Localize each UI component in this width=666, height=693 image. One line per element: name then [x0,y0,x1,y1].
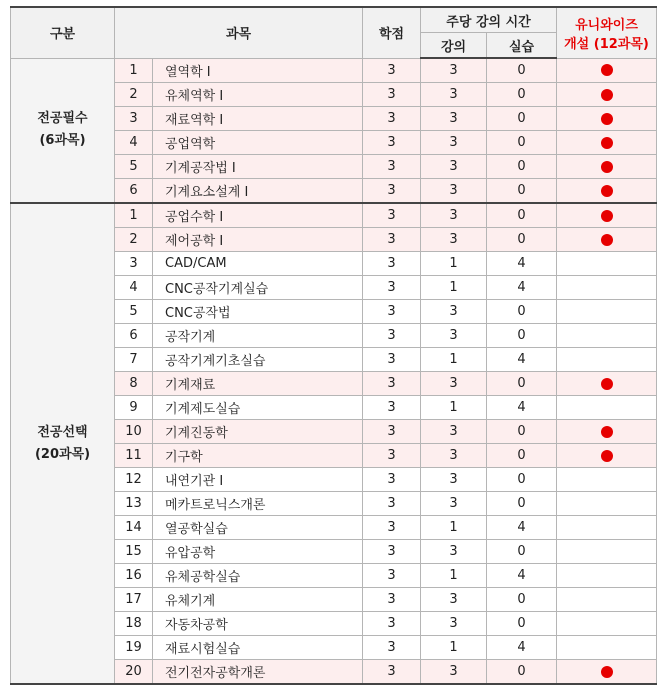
credits-value: 3 [363,636,421,660]
red-dot-icon [601,113,613,125]
lab-hours: 0 [487,612,557,636]
uniwise-cell [557,300,657,324]
subject-name: 제어공학 I [153,228,363,252]
lab-hours: 0 [487,468,557,492]
credits-value: 3 [363,179,421,204]
red-dot-icon [601,64,613,76]
lecture-hours: 1 [421,276,487,300]
lab-hours: 4 [487,516,557,540]
uniwise-cell [557,372,657,396]
lab-hours: 4 [487,252,557,276]
header-lab: 실습 [487,33,557,59]
lecture-hours: 3 [421,179,487,204]
subject-name: CAD/CAM [153,252,363,276]
row-number: 11 [115,444,153,468]
subject-name: 기계요소설계 I [153,179,363,204]
row-number: 17 [115,588,153,612]
header-uniwise-line2: 개설 (12과목) [564,36,649,52]
lab-hours: 0 [487,324,557,348]
lab-hours: 4 [487,636,557,660]
lecture-hours: 3 [421,300,487,324]
section-name: 전공선택 [37,424,88,440]
lecture-hours: 1 [421,348,487,372]
curriculum-table [10,6,657,685]
row-number: 3 [115,107,153,131]
uniwise-cell [557,348,657,372]
uniwise-cell [557,636,657,660]
lecture-hours: 3 [421,660,487,685]
curriculum-table-wrapper [10,6,657,685]
credits-value: 3 [363,516,421,540]
lecture-hours: 1 [421,564,487,588]
row-number: 1 [115,58,153,83]
uniwise-cell [557,468,657,492]
red-dot-icon [601,426,613,438]
credits-value: 3 [363,155,421,179]
row-number: 15 [115,540,153,564]
red-dot-icon [601,89,613,101]
lab-hours: 4 [487,564,557,588]
credits-value: 3 [363,324,421,348]
uniwise-cell [557,179,657,204]
header-uniwise [557,7,657,58]
red-dot-icon [601,450,613,462]
credits-value: 3 [363,203,421,228]
row-number: 6 [115,324,153,348]
uniwise-cell [557,564,657,588]
uniwise-cell [557,324,657,348]
lecture-hours: 3 [421,324,487,348]
subject-name: 재료역학 I [153,107,363,131]
subject-name: 기계진동학 [153,420,363,444]
credits-value: 3 [363,58,421,83]
lab-hours: 0 [487,444,557,468]
lecture-hours: 3 [421,468,487,492]
row-number: 6 [115,179,153,204]
subject-name: 전기전자공학개론 [153,660,363,685]
credits-value: 3 [363,492,421,516]
lab-hours: 0 [487,660,557,685]
lab-hours: 4 [487,276,557,300]
uniwise-cell [557,83,657,107]
lab-hours: 0 [487,155,557,179]
credits-value: 3 [363,660,421,685]
lecture-hours: 3 [421,58,487,83]
red-dot-icon [601,210,613,222]
uniwise-cell [557,660,657,685]
lab-hours: 0 [487,540,557,564]
credits-value: 3 [363,396,421,420]
lecture-hours: 3 [421,83,487,107]
uniwise-cell [557,131,657,155]
credits-value: 3 [363,348,421,372]
section-name: 전공필수 [37,111,88,127]
header-category: 구분 [11,7,115,58]
red-dot-icon [601,666,613,678]
lab-hours: 0 [487,203,557,228]
header-credits: 학점 [363,7,421,58]
credits-value: 3 [363,107,421,131]
credits-value: 3 [363,588,421,612]
subject-name: 유체공학실습 [153,564,363,588]
credits-value: 3 [363,131,421,155]
uniwise-cell [557,252,657,276]
lab-hours: 0 [487,588,557,612]
uniwise-cell [557,276,657,300]
uniwise-cell [557,588,657,612]
red-dot-icon [601,137,613,149]
header-lecture: 강의 [421,33,487,59]
red-dot-icon [601,185,613,197]
subject-name: 자동차공학 [153,612,363,636]
row-number: 4 [115,131,153,155]
subject-name: 공작기계기초실습 [153,348,363,372]
lecture-hours: 3 [421,228,487,252]
lecture-hours: 3 [421,372,487,396]
section-major-elective [11,203,657,684]
row-number: 16 [115,564,153,588]
credits-value: 3 [363,468,421,492]
red-dot-icon [601,378,613,390]
lecture-hours: 1 [421,516,487,540]
credits-value: 3 [363,228,421,252]
table-row [11,203,657,228]
lab-hours: 0 [487,300,557,324]
subject-name: 열역학 I [153,58,363,83]
uniwise-cell [557,107,657,131]
uniwise-cell [557,492,657,516]
row-number: 18 [115,612,153,636]
section-count: (6과목) [39,133,86,149]
lecture-hours: 3 [421,131,487,155]
uniwise-cell [557,516,657,540]
table-row [11,58,657,83]
header-uniwise-line1: 유니와이즈 [575,17,638,33]
row-number: 20 [115,660,153,685]
subject-name: 유체역학 I [153,83,363,107]
subject-name: 재료시험실습 [153,636,363,660]
section-major-required [11,58,657,203]
lecture-hours: 1 [421,636,487,660]
lecture-hours: 3 [421,492,487,516]
lecture-hours: 3 [421,155,487,179]
lecture-hours: 3 [421,444,487,468]
credits-value: 3 [363,444,421,468]
credits-value: 3 [363,83,421,107]
lab-hours: 0 [487,179,557,204]
header-weekly-hours: 주당 강의 시간 [421,7,557,33]
subject-name: 기구학 [153,444,363,468]
row-number: 12 [115,468,153,492]
credits-value: 3 [363,540,421,564]
row-number: 5 [115,155,153,179]
subject-name: 공업수학 I [153,203,363,228]
credits-value: 3 [363,372,421,396]
lab-hours: 0 [487,131,557,155]
uniwise-cell [557,444,657,468]
subject-name: 열공학실습 [153,516,363,540]
lab-hours: 0 [487,492,557,516]
lecture-hours: 1 [421,396,487,420]
section-category-cell [11,203,115,684]
subject-name: 기계공작법 I [153,155,363,179]
lab-hours: 0 [487,83,557,107]
subject-name: 유체기계 [153,588,363,612]
lab-hours: 0 [487,58,557,83]
table-header [11,7,657,58]
uniwise-cell [557,540,657,564]
lab-hours: 4 [487,396,557,420]
lab-hours: 0 [487,420,557,444]
uniwise-cell [557,228,657,252]
row-number: 5 [115,300,153,324]
row-number: 19 [115,636,153,660]
row-number: 4 [115,276,153,300]
subject-name: CNC공작법 [153,300,363,324]
credits-value: 3 [363,252,421,276]
row-number: 8 [115,372,153,396]
red-dot-icon [601,161,613,173]
credits-value: 3 [363,276,421,300]
row-number: 7 [115,348,153,372]
uniwise-cell [557,58,657,83]
subject-name: 기계제도실습 [153,396,363,420]
credits-value: 3 [363,300,421,324]
subject-name: 메카트로닉스개론 [153,492,363,516]
row-number: 2 [115,83,153,107]
subject-name: 공작기계 [153,324,363,348]
uniwise-cell [557,396,657,420]
lab-hours: 0 [487,228,557,252]
lecture-hours: 3 [421,540,487,564]
credits-value: 3 [363,564,421,588]
lecture-hours: 3 [421,203,487,228]
subject-name: 기계재료 [153,372,363,396]
lab-hours: 4 [487,348,557,372]
red-dot-icon [601,234,613,246]
row-number: 10 [115,420,153,444]
row-number: 2 [115,228,153,252]
lab-hours: 0 [487,107,557,131]
lecture-hours: 3 [421,420,487,444]
lecture-hours: 3 [421,588,487,612]
lecture-hours: 3 [421,107,487,131]
subject-name: CNC공작기계실습 [153,276,363,300]
row-number: 9 [115,396,153,420]
lecture-hours: 3 [421,612,487,636]
subject-name: 내연기관 I [153,468,363,492]
uniwise-cell [557,420,657,444]
header-subject: 과목 [115,7,363,58]
lab-hours: 0 [487,372,557,396]
section-count: (20과목) [34,446,91,462]
uniwise-cell [557,203,657,228]
section-category-cell [11,58,115,203]
subject-name: 공업역학 [153,131,363,155]
credits-value: 3 [363,612,421,636]
row-number: 3 [115,252,153,276]
uniwise-cell [557,612,657,636]
subject-name: 유압공학 [153,540,363,564]
row-number: 1 [115,203,153,228]
credits-value: 3 [363,420,421,444]
uniwise-cell [557,155,657,179]
row-number: 13 [115,492,153,516]
lecture-hours: 1 [421,252,487,276]
row-number: 14 [115,516,153,540]
